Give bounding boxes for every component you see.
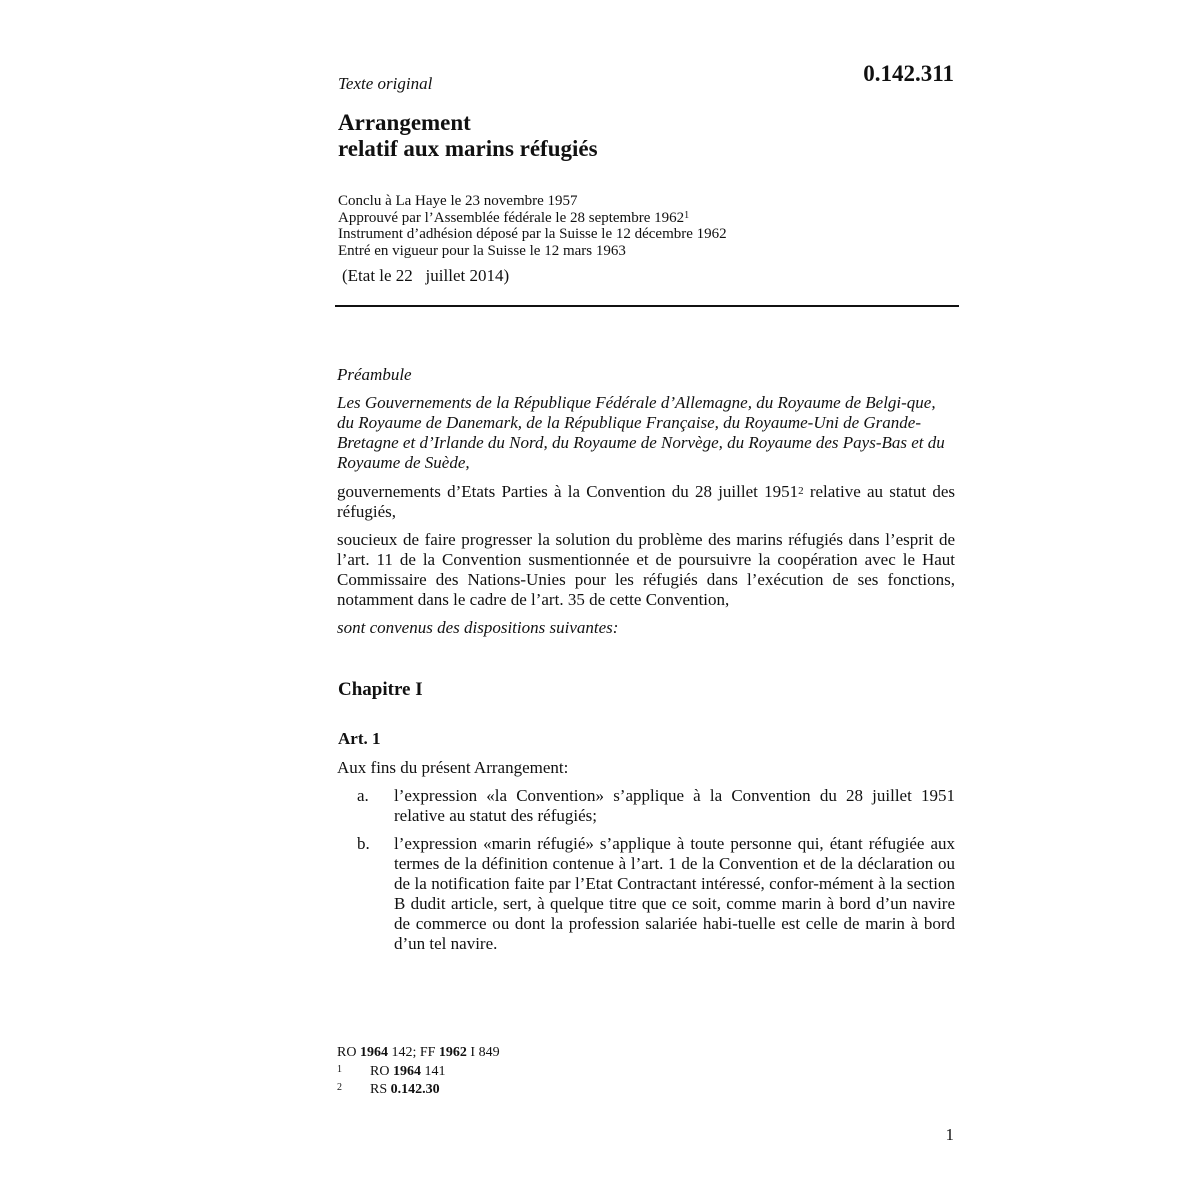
title-line-2: relatif aux marins réfugiés bbox=[338, 136, 598, 161]
preamble-states-parties: gouvernements d’Etats Parties à la Convention du 28 juillet 1951$^2$ relative au statut des réfugiés, bbox=[337, 482, 955, 521]
footnote-ref-1[interactable]: 1 bbox=[684, 209, 690, 221]
concluded-line: Conclu à La Haye le 23 novembre 1957 bbox=[338, 193, 578, 209]
instrument-line: Instrument d’adhésion déposé par la Suisse le 12 décembre 1962 bbox=[338, 226, 727, 242]
page-number: 1 bbox=[945, 1125, 954, 1144]
footnote-number: 1 bbox=[337, 1064, 342, 1075]
in-force-line: Entré en vigueur pour la Suisse le 12 mars 1963 bbox=[338, 242, 626, 259]
document-title bbox=[338, 110, 598, 162]
list-item-b bbox=[337, 834, 955, 956]
sr-number: 0.142.311 bbox=[863, 61, 954, 86]
article-title: Art. 1 bbox=[338, 729, 381, 748]
list-letter: b. bbox=[357, 834, 370, 853]
preamble-agreed: sont convenus des dispositions suivantes: bbox=[337, 618, 619, 637]
chapter-title: Chapitre I bbox=[338, 679, 423, 700]
preamble-concerned: soucieux de faire progresser la solution du problème des marins réfugiés dans l’esprit de l’art. 11 de la Convention susmentionnée et de poursuivre la coopération avec le Haut Commissaire des Nations-Unies pour les réfugiés dans l’exécution de ses fonctions, notamment dans le cadre de l’art. 35 de cette Convention, bbox=[337, 530, 955, 609]
document-metadata bbox=[338, 193, 727, 259]
header-divider bbox=[335, 305, 959, 307]
list-text: l’expression «la Convention» s’applique à la Convention du 28 juillet 1951 relative au statut des réfugiés; bbox=[394, 786, 955, 825]
approved-line: Approuvé par l’Assemblée fédérale le 28 septembre 1962$^1$ bbox=[338, 209, 690, 226]
footnote-2: 2 RS 0.142.30 bbox=[337, 1082, 440, 1097]
footnote-number: 2 bbox=[337, 1082, 342, 1093]
source-footnote: RO 1964 142; FF 1962 I 849 bbox=[337, 1045, 500, 1060]
list-letter: a. bbox=[357, 786, 369, 805]
list-item-a bbox=[337, 786, 955, 826]
preamble-heading: Préambule bbox=[337, 365, 412, 384]
list-text: l’expression «marin réfugié» s’applique à toute personne qui, étant réfugiée aux termes de la définition contenue à l’art. 1 de la Convention et de la déclaration ou de la notification faite par l’Etat Contractant intéressé, confor-mément à la section B dudit article, sert, à quelque titre que ce soit, comme marin à bord d’un navire de commerce ou dont la profession salariée habi-tuelle est celle de marin à bord d’un tel navire. bbox=[394, 834, 955, 953]
article-intro: Aux fins du présent Arrangement: bbox=[337, 758, 569, 777]
status-date: (Etat le 22 juillet 2014) bbox=[342, 266, 510, 285]
footnote-ref-2[interactable]: 2 bbox=[798, 485, 804, 497]
original-text-label: Texte original bbox=[338, 74, 433, 93]
title-line-1: Arrangement bbox=[338, 110, 471, 135]
footnote-1: 1 RO 1964 141 bbox=[337, 1064, 446, 1079]
preamble-governments: Les Gouvernements de la République Fédérale d’Allemagne, du Royaume de Belgi-que, du Royaume de Danemark, de la République Française, du Royaume-Uni de Grande-Bretagne et d’Irlande du Nord, du Royaume de Norvège, du Royaume des Pays-Bas et du Royaume de Suède, bbox=[337, 393, 945, 472]
